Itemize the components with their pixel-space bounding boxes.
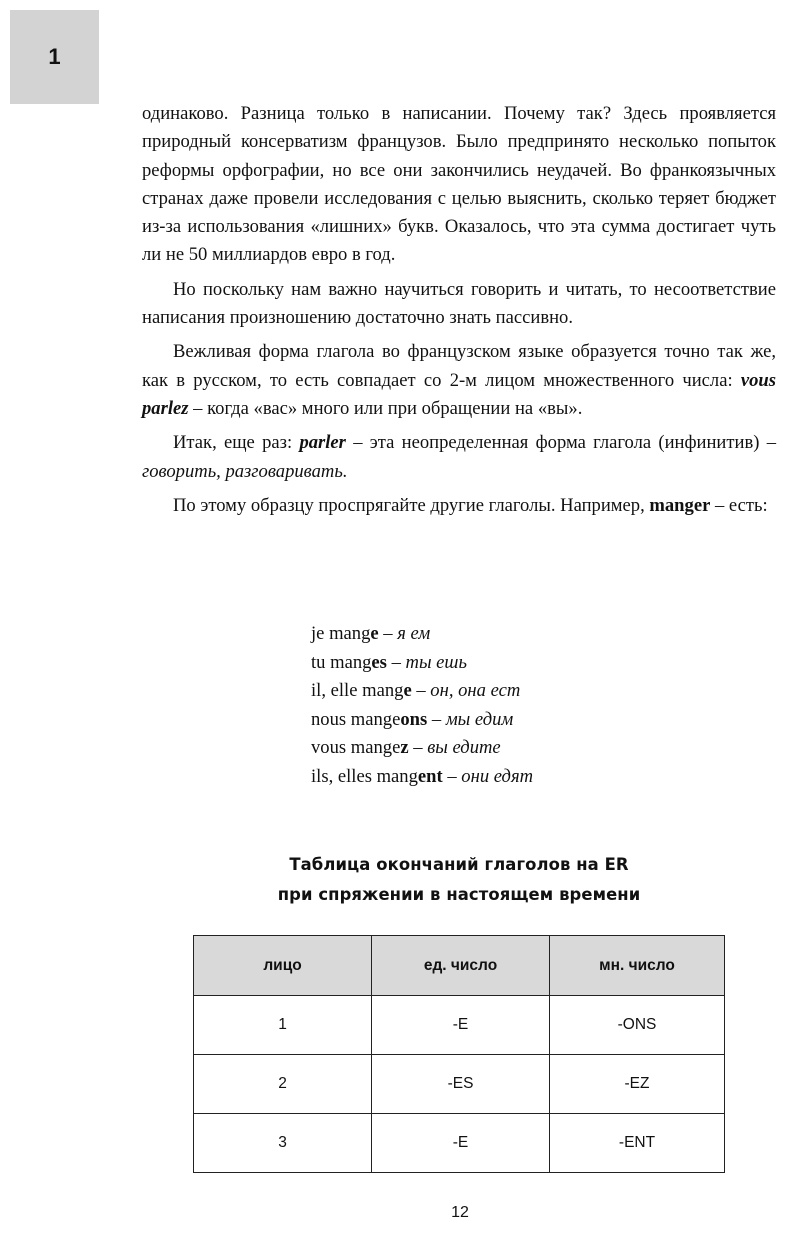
cell-plural: -ONS: [550, 996, 725, 1055]
table-row: [194, 1055, 725, 1114]
conjugation-line: tu manges – ты ешь: [311, 651, 467, 673]
header-person: лицо: [194, 936, 372, 996]
cell-person: 2: [194, 1055, 372, 1114]
cell-singular: -E: [372, 996, 550, 1055]
translation-parler: говорить, разговаривать.: [142, 460, 348, 482]
cell-singular: -E: [372, 1114, 550, 1173]
table-row: [194, 996, 725, 1055]
header-plural: мн. число: [550, 936, 725, 996]
conjugation-line: il, elle mange – он, она ест: [311, 680, 521, 702]
paragraph-3-text: Вежливая форма глагола во французском языке образуется точно так же, как в русском, то есть совпадает со 2-м лицом множественного числа:: [142, 341, 776, 391]
paragraph-4-text: Итак, еще раз:: [173, 432, 300, 454]
conjugation-line: nous mangeons – мы едим: [311, 708, 514, 730]
conjugation-line: je mange – я ем: [311, 623, 431, 644]
table-header-row: [194, 936, 725, 996]
paragraph-1: одинаково. Разница только в написании. Почему так? Здесь проявляется природный консерватизм французов. Было предпринято несколько попыток реформы орфографии, но все они закончились неудачей. Во франкоязычных странах даже провели исследования с целью выяснить, сколько теряет бюджет из-за использования «лишних» букв. Оказалось, что эта сумма достигает чуть ли не 50 миллиардов евро в год.: [142, 103, 776, 266]
cell-person: 3: [194, 1114, 372, 1173]
endings-table: [193, 935, 725, 1173]
page-number: 12: [451, 1204, 469, 1221]
cell-plural: -ENT: [550, 1114, 725, 1173]
header-singular: ед. число: [372, 936, 550, 996]
paragraph-2: Но поскольку нам важно научиться говорить и читать, то несоответствие написания произношению достаточно знать пассивно.: [142, 278, 776, 329]
chapter-tab: [10, 10, 99, 104]
table-title-line-1: Таблица окончаний глаголов на ER: [289, 855, 629, 874]
example-vous-parlez: vous parlez: [142, 369, 776, 419]
cell-singular: -ES: [372, 1055, 550, 1114]
example-manger: manger: [649, 494, 711, 516]
cell-plural: -EZ: [550, 1055, 725, 1114]
conjugation-list: [311, 620, 533, 792]
example-parler: parler: [299, 432, 346, 454]
chapter-number: 1: [48, 44, 61, 69]
paragraph-5-tail: – есть:: [710, 494, 768, 516]
table-title: [192, 850, 726, 910]
conjugation-line: ils, elles mangent – они едят: [311, 765, 534, 787]
table-row: [194, 1114, 725, 1173]
conjugation-line: vous mangez – вы едите: [311, 737, 501, 759]
paragraph-5: [142, 492, 776, 520]
cell-person: 1: [194, 996, 372, 1055]
paragraph-4: [142, 429, 776, 486]
paragraph-3-tail: – когда «вас» много или при обращении на «вы».: [188, 397, 583, 419]
paragraph-5-text: По этому образцу проспрягайте другие глаголы. Например,: [173, 494, 650, 516]
table-title-line-2: при спряжении в настоящем времени: [277, 885, 641, 904]
paragraph-4-mid: – эта неопределенная форма глагола (инфинитив) –: [345, 432, 776, 454]
body-text: [142, 100, 776, 526]
paragraph-3: [142, 338, 776, 423]
